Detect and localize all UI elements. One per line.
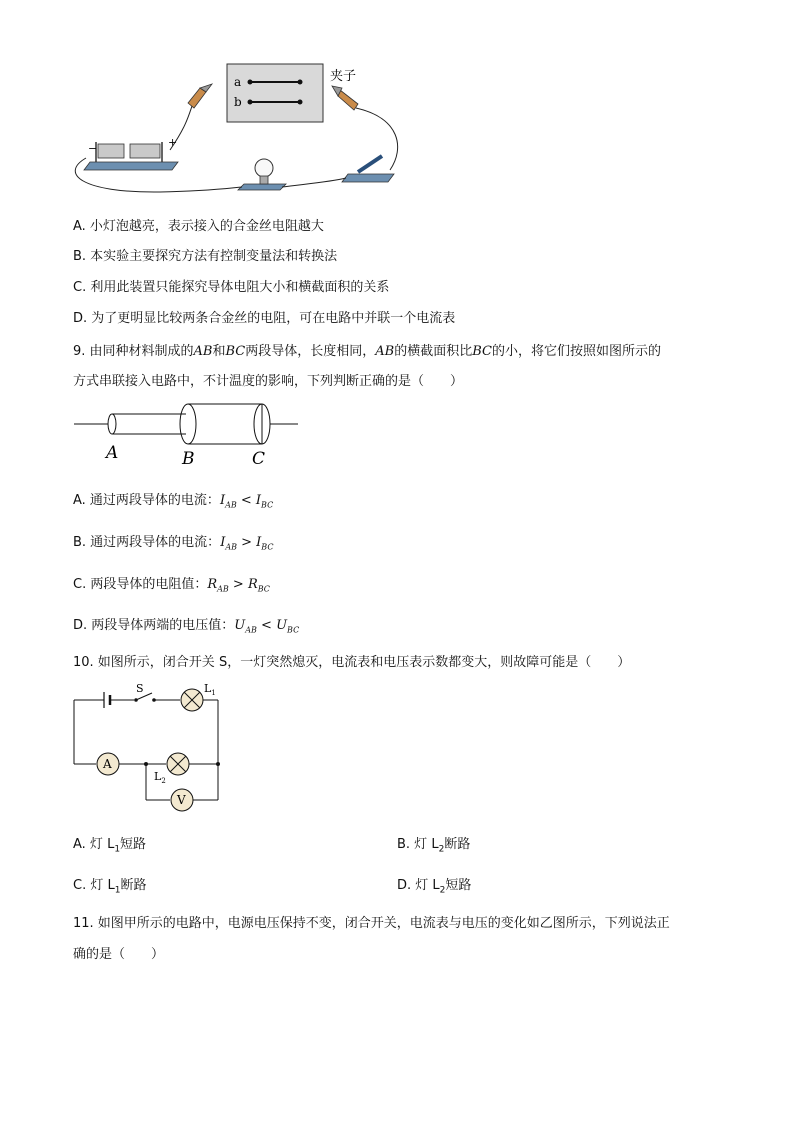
wire-b-label: b bbox=[234, 95, 242, 109]
q9-stem-line1: 9. 由同种材料制成的AB和BC两段导体，长度相同，AB的横截面积比BC的小，将它们按照如图所示的 bbox=[73, 344, 662, 359]
wire-a-label: a bbox=[234, 75, 242, 89]
q8-option-d: D. 为了更明显比较两条合金丝的电阻，可在电路中并联一个电流表 bbox=[73, 311, 456, 326]
q9-option-b: B. 通过两段导体的电流：$I_{AB} > I_{BC}$ bbox=[73, 535, 274, 552]
label-a: A bbox=[106, 443, 119, 463]
battery-symbol bbox=[104, 692, 110, 708]
ammeter bbox=[97, 753, 119, 775]
left-clip bbox=[188, 84, 212, 108]
voltmeter-label: V bbox=[177, 793, 186, 807]
label-c: C bbox=[252, 449, 266, 469]
label-b: B bbox=[182, 449, 195, 469]
battery-box bbox=[84, 136, 178, 170]
right-clip bbox=[332, 86, 358, 110]
q8-option-b: B. 本实验主要探究方法有控制变量法和转换法 bbox=[73, 249, 338, 264]
bulb bbox=[238, 159, 286, 190]
q9-stem-line2: 方式串联接入电路中，不计温度的影响，下列判断正确的是（ ） bbox=[73, 374, 464, 389]
q11-stem-line2: 确的是（ ） bbox=[73, 947, 165, 962]
alloy-wire-board bbox=[227, 64, 323, 122]
ammeter-label: A bbox=[103, 757, 112, 771]
q10-option-d: D. 灯 $L_2$短路 bbox=[397, 878, 472, 896]
switch-label: S bbox=[136, 682, 144, 695]
q10-option-a: A. 灯 $L_1$短路 bbox=[73, 837, 147, 855]
q10-stem: 10. 如图所示，闭合开关 S，一灯突然熄灭，电流表和电压表示数都变大，则故障可能是（ ） bbox=[73, 655, 631, 670]
lamp-l2 bbox=[167, 753, 189, 775]
q10-option-b: B. 灯 $L_2$断路 bbox=[397, 837, 471, 855]
q9-option-d: D. 两段导体两端的电压值：$U_{AB} < U_{BC}$ bbox=[73, 618, 300, 635]
battery-plus: + bbox=[168, 136, 178, 149]
lamp-l2-label: $L_2$ bbox=[154, 770, 166, 785]
lamp-l1-label: $L_1$ bbox=[204, 682, 216, 697]
knife-switch bbox=[342, 156, 394, 182]
clip-label: 夹子 bbox=[330, 69, 357, 84]
q8-option-c: C. 利用此装置只能探究导体电阻大小和横截面积的关系 bbox=[73, 280, 390, 295]
q9-option-a: A. 通过两段导体的电流：$I_{AB} < I_{BC}$ bbox=[73, 493, 274, 510]
conductor-figure bbox=[70, 398, 310, 470]
battery-minus: − bbox=[88, 142, 98, 155]
q11-stem-line1: 11. 如图甲所示的电路中，电源电压保持不变，闭合开关，电流表与电压的变化如乙图所示，下列说法正 bbox=[73, 916, 670, 931]
q8-option-a: A. 小灯泡越亮，表示接入的合金丝电阻越大 bbox=[73, 219, 324, 234]
voltmeter bbox=[171, 789, 193, 811]
experiment-apparatus-figure bbox=[60, 58, 420, 198]
circuit-diagram bbox=[66, 680, 236, 812]
conductor-bc bbox=[188, 404, 262, 444]
q9-option-c: C. 两段导体的电阻值：$R_{AB} > R_{BC}$ bbox=[73, 577, 270, 594]
lamp-l1 bbox=[181, 689, 203, 711]
q10-option-c: C. 灯 $L_1$断路 bbox=[73, 878, 147, 896]
